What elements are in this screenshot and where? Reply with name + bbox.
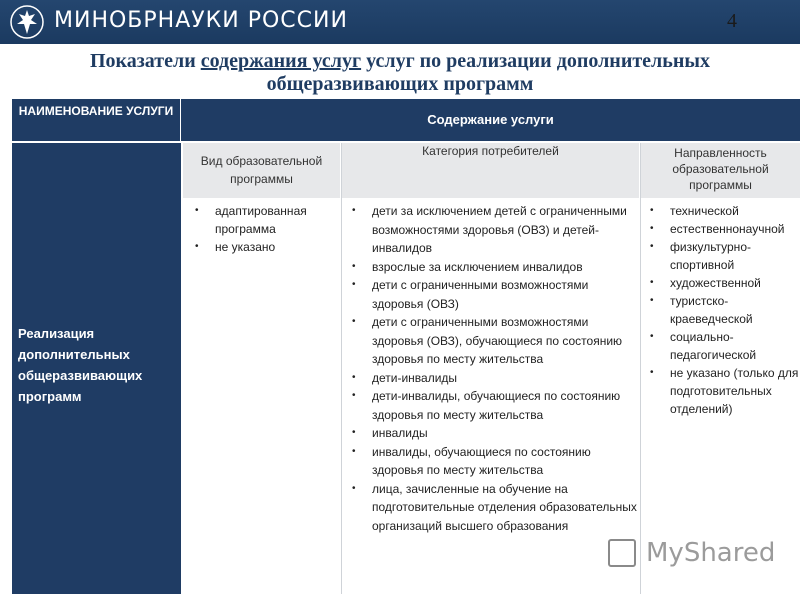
program-type-list [183,200,340,256]
page-number: 4 [727,10,737,32]
subheader-consumer-category: Категория потребителей [342,143,639,198]
list-item: • не указано [215,238,340,256]
subheader-direction: Направленность образовательной программы [641,143,800,198]
list-item: • технической [670,202,800,220]
list-item: • естественнонаучной [670,220,800,238]
column-divider [341,143,342,594]
watermark [608,535,776,575]
col-header-service-content: Содержание услуги [181,99,800,141]
ministry-brand: МИНОБРНАУКИ РОССИИ [54,8,348,33]
direction-list [641,200,800,418]
program-type-cell [183,200,340,594]
list-item: • художественной [670,274,800,292]
list-item: • инвалиды [372,424,639,443]
title-prefix: Показатели [89,50,201,72]
top-banner [0,0,800,44]
title-underlined: содержания услуг [200,50,362,72]
watermark-chart-icon [608,539,636,567]
list-item: • дети-инвалиды, обучающиеся по состоянию здоровья по месту жительства [372,387,639,424]
list-item: • лица, зачисленные на обучение на подготовительные отделения образовательных организаций высшего образования [372,480,639,536]
slide-title [10,50,790,96]
consumer-category-list [342,200,639,535]
consumer-category-cell [342,200,639,594]
title-line2: общеразвивающих программ [266,73,534,95]
subheader-program-type: Вид образовательной программы [183,143,340,198]
column-divider [640,143,641,594]
list-item: • инвалиды, обучающиеся по состоянию здоровья по месту жительства [372,443,639,480]
list-item: • взрослые за исключением инвалидов [372,258,639,277]
list-item: • дети-инвалиды [372,369,639,388]
row-label: Реализация дополнительных общеразвивающих программ [12,143,181,594]
list-item: • физкультурно-спортивной [670,238,800,274]
list-item: • дети с ограниченными возможностями здоровья (ОВЗ), обучающиеся по состоянию здоровья по месту жительства [372,313,639,369]
list-item: • не указано (только для подготовительных отделений) [670,364,800,418]
title-rest: услуг по реализации дополнительных [361,50,710,72]
list-item: • социально-педагогической [670,328,800,364]
list-item: • туристско-краеведческой [670,292,800,328]
list-item: • дети за исключением детей с ограниченными возможностями здоровья (ОВЗ) и детей-инвалидов [372,202,639,258]
list-item: • адаптированная программа [215,202,340,238]
list-item: • дети с ограниченными возможностями здоровья (ОВЗ) [372,276,639,313]
watermark-text: MyShared [646,538,776,568]
services-table [12,99,800,594]
ministry-emblem-icon [10,4,44,40]
col-header-service-name: НАИМЕНОВАНИЕ УСЛУГИ [12,99,181,141]
